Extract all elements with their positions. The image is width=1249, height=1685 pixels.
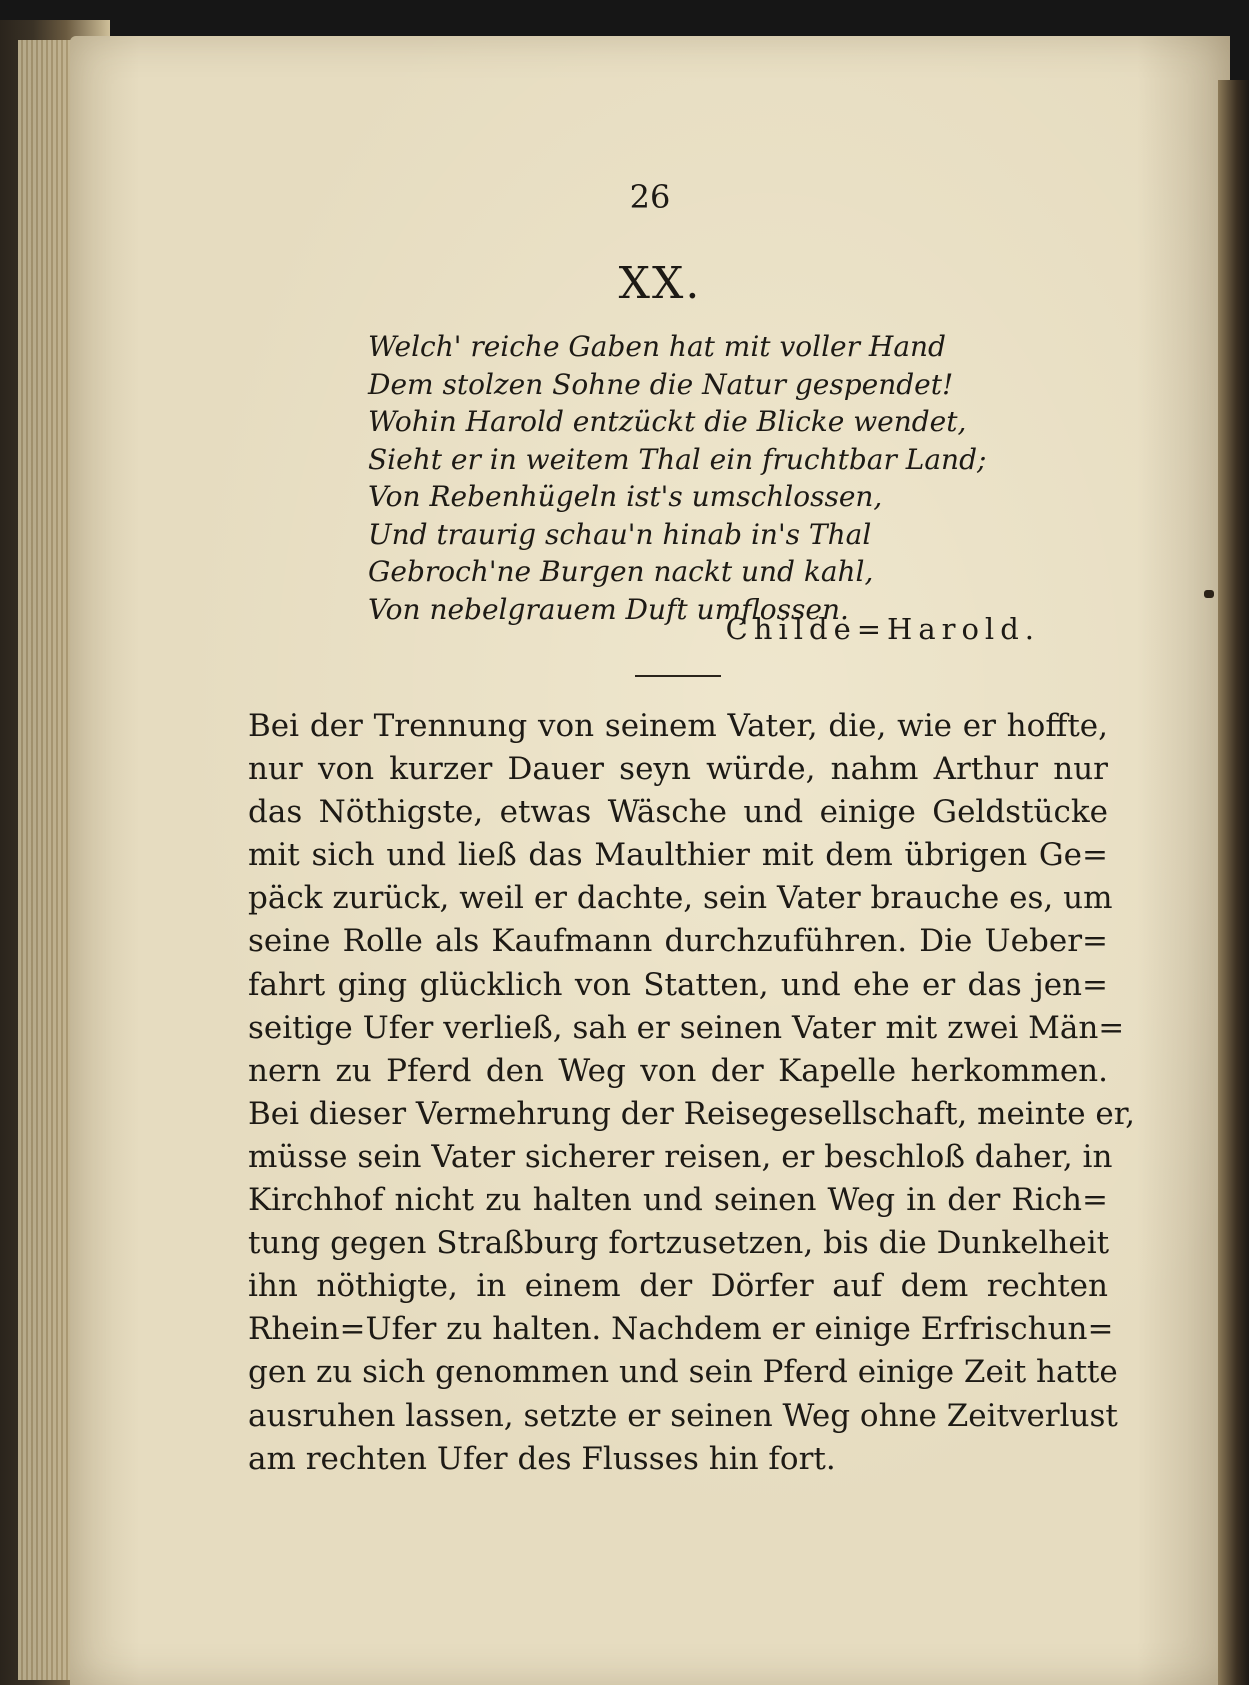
body-line: ausruhen lassen, setzte er seinen Weg ohne Zeitverlust xyxy=(248,1397,1118,1434)
body-line: Rhein=Ufer zu halten. Nachdem er einige Erfrischun= xyxy=(248,1311,1114,1348)
poem-line: Und traurig schau'n hinab in's Thal xyxy=(368,517,872,551)
body-line: seitige Ufer verließ, sah er seinen Vater mit zwei Män= xyxy=(248,1009,1125,1046)
body-line: nern zu Pferd den Weg von der Kapelle herkommen. xyxy=(248,1052,1108,1089)
poem-line: Wohin Harold entzückt die Blicke wendet, xyxy=(368,405,967,438)
poem-line: Von nebelgrauem Duft umflossen. xyxy=(368,592,849,626)
poem-epigraph xyxy=(368,328,1088,628)
body-line: päck zurück, weil er dachte, sein Vater brauche es, um xyxy=(248,880,1113,917)
chapter-heading: XX. xyxy=(618,258,702,309)
body-line: am rechten Ufer des Flusses hin fort. xyxy=(248,1440,836,1477)
poem-line: Welch' reiche Gaben hat mit voller Hand xyxy=(368,330,946,363)
body-line: seine Rolle als Kaufmann durchzuführen. Die Ueber= xyxy=(248,923,1108,960)
poem-attribution: Childe=Harold. xyxy=(725,612,1040,646)
body-line: fahrt ging glücklich von Statten, und ehe er das jen= xyxy=(248,966,1108,1003)
body-line: Bei dieser Vermehrung der Reisegesellschaft, meinte er, xyxy=(248,1095,1136,1132)
body-line: gen zu sich genommen und sein Pferd einige Zeit hatte xyxy=(248,1354,1118,1391)
section-divider xyxy=(635,675,721,677)
body-line: tung gegen Straßburg fortzusetzen, bis die Dunkelheit xyxy=(248,1225,1110,1262)
body-line: ihn nöthigte, in einem der Dörfer auf dem rechten xyxy=(248,1268,1108,1305)
body-line: Bei der Trennung von seinem Vater, die, wie er hoffte, xyxy=(248,708,1108,744)
poem-line: Gebroch'ne Burgen nackt und kahl, xyxy=(368,555,874,588)
page-right-shadow xyxy=(1218,80,1249,1685)
body-line: Kirchhof nicht zu halten und seinen Weg in der Rich= xyxy=(248,1182,1108,1219)
poem-line: Dem stolzen Sohne die Natur gespendet! xyxy=(368,367,954,401)
page-number: 26 xyxy=(629,178,671,216)
body-line: mit sich und ließ das Maulthier mit dem übrigen Ge= xyxy=(248,837,1108,874)
body-line: müsse sein Vater sicherer reisen, er beschloß daher, in xyxy=(248,1138,1113,1175)
poem-line: Von Rebenhügeln ist's umschlossen, xyxy=(368,480,883,513)
ink-mark xyxy=(1204,590,1214,598)
poem-line: Sieht er in weitem Thal ein fruchtbar Land; xyxy=(368,442,987,476)
body-paragraph xyxy=(248,705,1136,1481)
body-line: nur von kurzer Dauer seyn würde, nahm Arthur nur xyxy=(248,751,1108,788)
body-line: das Nöthigste, etwas Wäsche und einige Geldstücke xyxy=(248,794,1108,831)
